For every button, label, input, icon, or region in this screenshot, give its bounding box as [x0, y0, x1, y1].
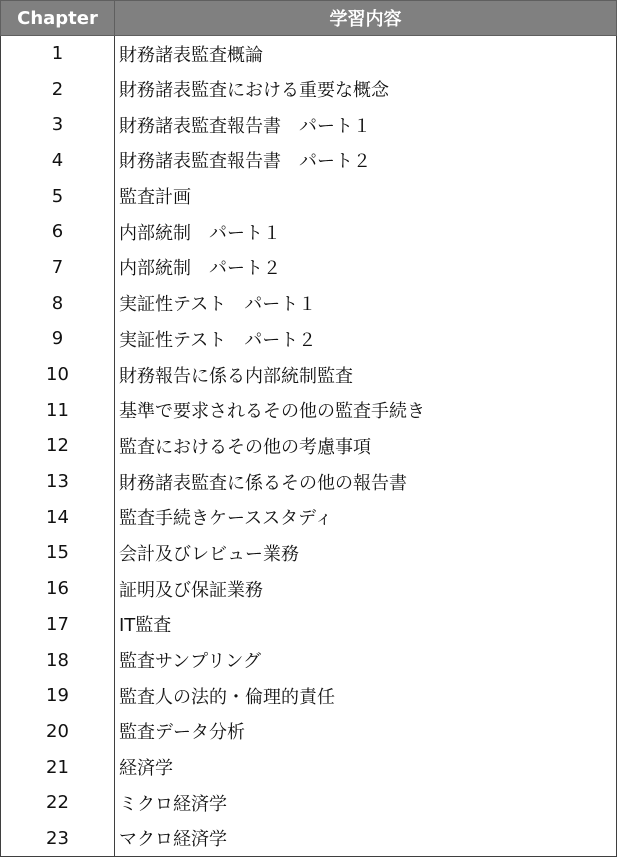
table-row [1, 642, 617, 678]
chapter-number: 20 [1, 714, 115, 750]
table-row [1, 250, 617, 286]
chapter-number: 21 [1, 749, 115, 785]
chapter-content: 監査計画 [115, 178, 617, 214]
chapter-content: マクロ経済学 [115, 821, 617, 857]
chapter-number: 22 [1, 785, 115, 821]
table-row [1, 464, 617, 500]
chapter-number: 16 [1, 571, 115, 607]
table-row [1, 321, 617, 357]
table-row [1, 178, 617, 214]
table-row [1, 214, 617, 250]
table-row [1, 714, 617, 750]
table-row [1, 678, 617, 714]
chapter-number: 6 [1, 214, 115, 250]
chapter-number: 7 [1, 250, 115, 286]
chapter-number: 5 [1, 178, 115, 214]
table-row [1, 607, 617, 643]
table-row [1, 357, 617, 393]
table-row [1, 143, 617, 179]
chapter-content: 実証性テスト パート２ [115, 321, 617, 357]
chapter-number: 8 [1, 285, 115, 321]
chapter-number: 10 [1, 357, 115, 393]
table-row [1, 499, 617, 535]
chapter-number: 1 [1, 36, 115, 72]
header-chapter: Chapter [1, 1, 115, 36]
table-row [1, 285, 617, 321]
chapter-number: 19 [1, 678, 115, 714]
chapter-content: 証明及び保証業務 [115, 571, 617, 607]
table-row [1, 107, 617, 143]
chapter-number: 23 [1, 821, 115, 857]
chapter-content: 財務諸表監査概論 [115, 36, 617, 72]
table-row [1, 71, 617, 107]
chapter-number: 2 [1, 71, 115, 107]
table-row [1, 392, 617, 428]
chapter-number: 14 [1, 499, 115, 535]
chapter-content: 監査人の法的・倫理的責任 [115, 678, 617, 714]
chapter-content: 財務諸表監査報告書 パート１ [115, 107, 617, 143]
chapter-number: 4 [1, 143, 115, 179]
chapter-content: 実証性テスト パート１ [115, 285, 617, 321]
chapter-number: 9 [1, 321, 115, 357]
chapter-content: 内部統制 パート１ [115, 214, 617, 250]
chapter-number: 12 [1, 428, 115, 464]
chapter-content: 基準で要求されるその他の監査手続き [115, 392, 617, 428]
chapter-content: 内部統制 パート２ [115, 250, 617, 286]
table-row [1, 785, 617, 821]
chapter-content: 監査におけるその他の考慮事項 [115, 428, 617, 464]
header-content: 学習内容 [115, 1, 617, 36]
table-row [1, 571, 617, 607]
table-header [1, 1, 617, 36]
chapter-content: 財務報告に係る内部統制監査 [115, 357, 617, 393]
chapter-content: ミクロ経済学 [115, 785, 617, 821]
header-row [1, 1, 617, 36]
chapter-number: 18 [1, 642, 115, 678]
table-body [1, 36, 617, 857]
table-row [1, 535, 617, 571]
chapter-number: 15 [1, 535, 115, 571]
chapter-content: 監査データ分析 [115, 714, 617, 750]
table-row [1, 36, 617, 72]
chapter-content: 監査サンプリング [115, 642, 617, 678]
chapter-content: 財務諸表監査に係るその他の報告書 [115, 464, 617, 500]
chapter-number: 17 [1, 607, 115, 643]
chapter-number: 3 [1, 107, 115, 143]
chapter-content: IT監査 [115, 607, 617, 643]
chapter-content: 経済学 [115, 749, 617, 785]
chapter-number: 11 [1, 392, 115, 428]
table-row [1, 428, 617, 464]
chapter-content: 財務諸表監査報告書 パート２ [115, 143, 617, 179]
chapter-content: 監査手続きケーススタディ [115, 499, 617, 535]
chapter-number: 13 [1, 464, 115, 500]
chapter-content: 財務諸表監査における重要な概念 [115, 71, 617, 107]
chapter-content: 会計及びレビュー業務 [115, 535, 617, 571]
table-row [1, 821, 617, 857]
table-row [1, 749, 617, 785]
